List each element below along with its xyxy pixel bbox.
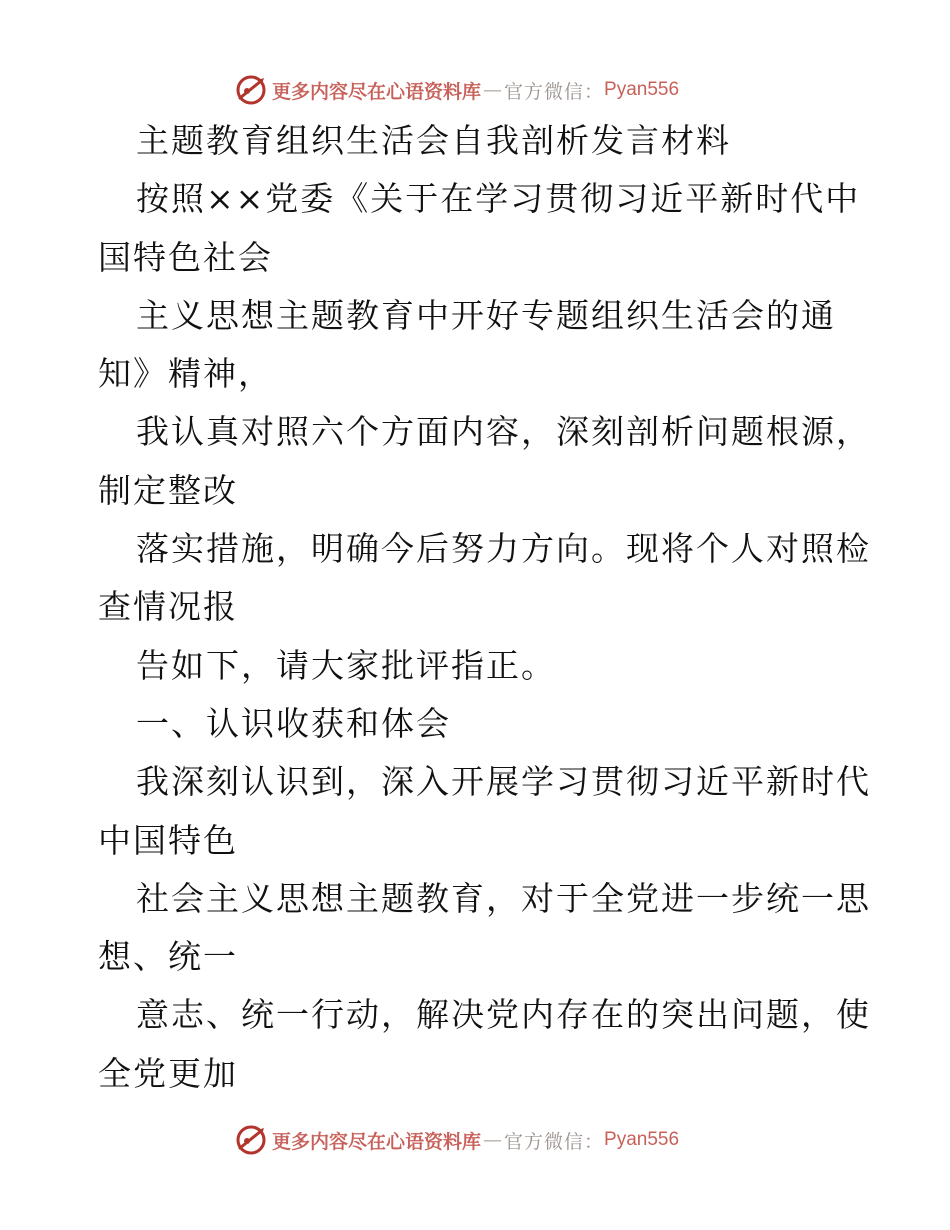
doc-line: 主义思想主题教育中开好专题组织生活会的通 xyxy=(136,295,836,335)
banner-wechat-label: 官方微信： xyxy=(504,80,605,103)
doc-line: 我深刻认识到，深入开展学习贯彻习近平新时代 xyxy=(136,762,871,802)
banner-wechat-id: Pyan556 xyxy=(604,1129,680,1150)
section-heading: 一、认识收获和体会 xyxy=(136,703,451,743)
doc-title: 主题教育组织生活会自我剖析发言材料 xyxy=(136,121,731,160)
header-banner xyxy=(0,70,950,110)
banner-main-text: 更多内容尽在心语资料库 xyxy=(272,1130,482,1153)
footer-banner xyxy=(0,1120,950,1160)
doc-line: 中国特色 xyxy=(98,820,238,860)
banner-wechat-id: Pyan556 xyxy=(604,79,680,100)
banner-main-text: 更多内容尽在心语资料库 xyxy=(272,80,482,103)
doc-line: 查情况报 xyxy=(98,587,238,627)
doc-line: 我认真对照六个方面内容，深刻剖析问题根源， xyxy=(136,412,871,452)
doc-line: 想、统一 xyxy=(98,937,238,977)
doc-line: 意志、统一行动，解决党内存在的突出问题，使 xyxy=(136,995,871,1035)
document-body xyxy=(98,112,871,1103)
banner-wechat-label: 官方微信： xyxy=(504,1130,605,1153)
doc-line: 按照××党委《关于在学习贯彻习近平新时代中 xyxy=(136,179,861,219)
doc-line: 告如下，请大家批评指正。 xyxy=(136,645,556,685)
doc-line: 全党更加 xyxy=(98,1053,238,1093)
banner-dash: — xyxy=(483,79,503,101)
brand-logo-icon xyxy=(234,1123,268,1157)
doc-line: 社会主义思想主题教育，对于全党进一步统一思 xyxy=(136,878,871,918)
doc-line: 落实措施，明确今后努力方向。现将个人对照检 xyxy=(136,529,871,569)
doc-line: 国特色社会 xyxy=(98,237,273,277)
banner-dash: — xyxy=(483,1129,503,1151)
doc-line: 制定整改 xyxy=(98,470,238,510)
doc-line: 知》精神， xyxy=(98,354,273,394)
brand-logo-icon xyxy=(234,73,268,107)
